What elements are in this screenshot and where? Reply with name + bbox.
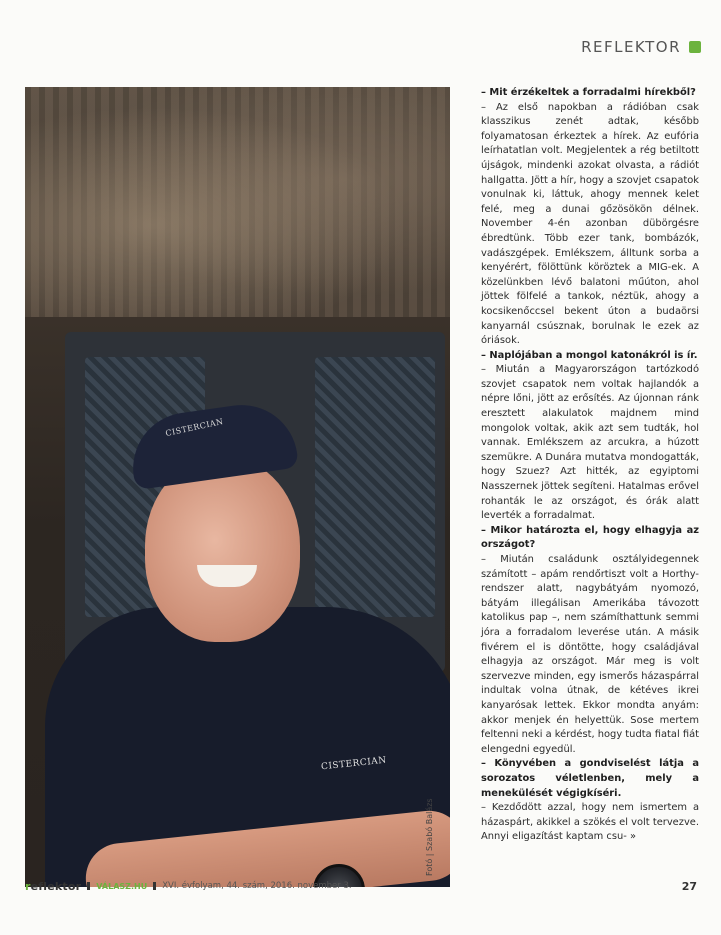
interview-answer: – Az első napokban a rádióban csak klasszikus zenét adtak, később folyamatosan érkeztek a hírek. Az eufória leírhatatlan volt. Megjelentek a rég betiltott újságok, mindenki azokat olvasta, a rádiót hallgatta. Jött a hír, hogy a szovjet csapatok vonulnak ki, láttuk, ahogy mennek kelet felé, meg a dunai gőzösökön délnek. November 4-én azonban dübörgésre ébredtünk. Több ezer tank, bombázók, vadászgépek. Emlékszem, álltunk sorba a kenyérért, fölöttünk köröztek a MIG-ek. A közelünkben lévő balatoni műúton, ahol jöttek fölfelé a tankok, néztük, ahogy a kocsikenőccsel bekent úton a budaörsi kanyarnál csúsznak, borulnak le ezek az óriások.	[481, 101, 699, 347]
section-header	[581, 38, 701, 56]
separator	[153, 882, 156, 890]
separator	[87, 882, 90, 890]
cap-logo: CISTERCIAN	[164, 416, 225, 439]
door-window-right	[315, 357, 435, 617]
issue-info: XVI. évfolyam, 44. szám, 2016. november 3.	[162, 881, 352, 891]
page-number: 27	[681, 879, 697, 893]
interview-question: – Naplójában a mongol katonákról is ír.	[481, 349, 698, 361]
section-title: REFLEKTOR	[581, 38, 681, 56]
magazine-logo: reflektor	[25, 879, 82, 893]
shirt-logo: CISTERCIAN	[320, 755, 388, 773]
stone-carving	[25, 87, 450, 317]
website-link[interactable]: VÁLASZ.HU	[96, 881, 148, 891]
interview-answer: – Miután a Magyarországon tartózkodó szovjet csapatok nem voltak hajlandók a népre lőni, jött az erősítés. Az újonnan ránk eresztett alakulatok majdnem mind mongolok voltak, akik azt sem tudták, hol vannak. Emlékszem az arcukra, a húzott szemükre. A Dunára mutatva mondogatták, hogy Szuez? Azt hitték, az egyiptomi Nasszernek jöttek segíteni. Hatalmas erővel rohanták le az országot, és órák alatt leverték a forradalmat.	[481, 364, 699, 522]
portrait-photo	[25, 87, 450, 887]
photo-credit: Fotó | Szabó Balázs	[425, 798, 434, 876]
page-footer	[25, 879, 697, 893]
section-accent-square	[689, 41, 701, 53]
interview-answer: – Kezdődött azzal, hogy nem ismertem a házaspárt, akikkel a szökés el volt tervezve. Annyi eligazítást kaptam csu- »	[481, 802, 699, 843]
interview-question: – Mit érzékeltek a forradalmi hírekből?	[481, 87, 696, 98]
interview-question: – Könyvében a gondviselést látja a sorozatos véletlenben, mely a menekülését végigkíséri.	[481, 758, 699, 799]
interview-answer: – Miután családunk osztályidegennek számított – apám rendőrtiszt volt a Horthy-rendszer alatt, nagybátyám nyomozó, bátyám illegálisan Amerikába távozott katolikus pap –, nem számíthattunk semmi jóra a forradalom leverése után. A másik fivérem el is döntötte, hogy családjával elhagyja az országot. Már meg is volt szervezve minden, egy ismerős házaspárral indultak volna útnak, de kétéves ikrei kanyarósak lettek. Ekkor mondta anyám: akkor menjek én helyettük. Sose mertem feltenni neki a kérdést, hogy tudta fiatal fiát elengedni egyedül.	[481, 554, 699, 755]
article-column	[481, 86, 699, 845]
interview-question: – Mikor határozta el, hogy elhagyja az országot?	[481, 524, 699, 551]
